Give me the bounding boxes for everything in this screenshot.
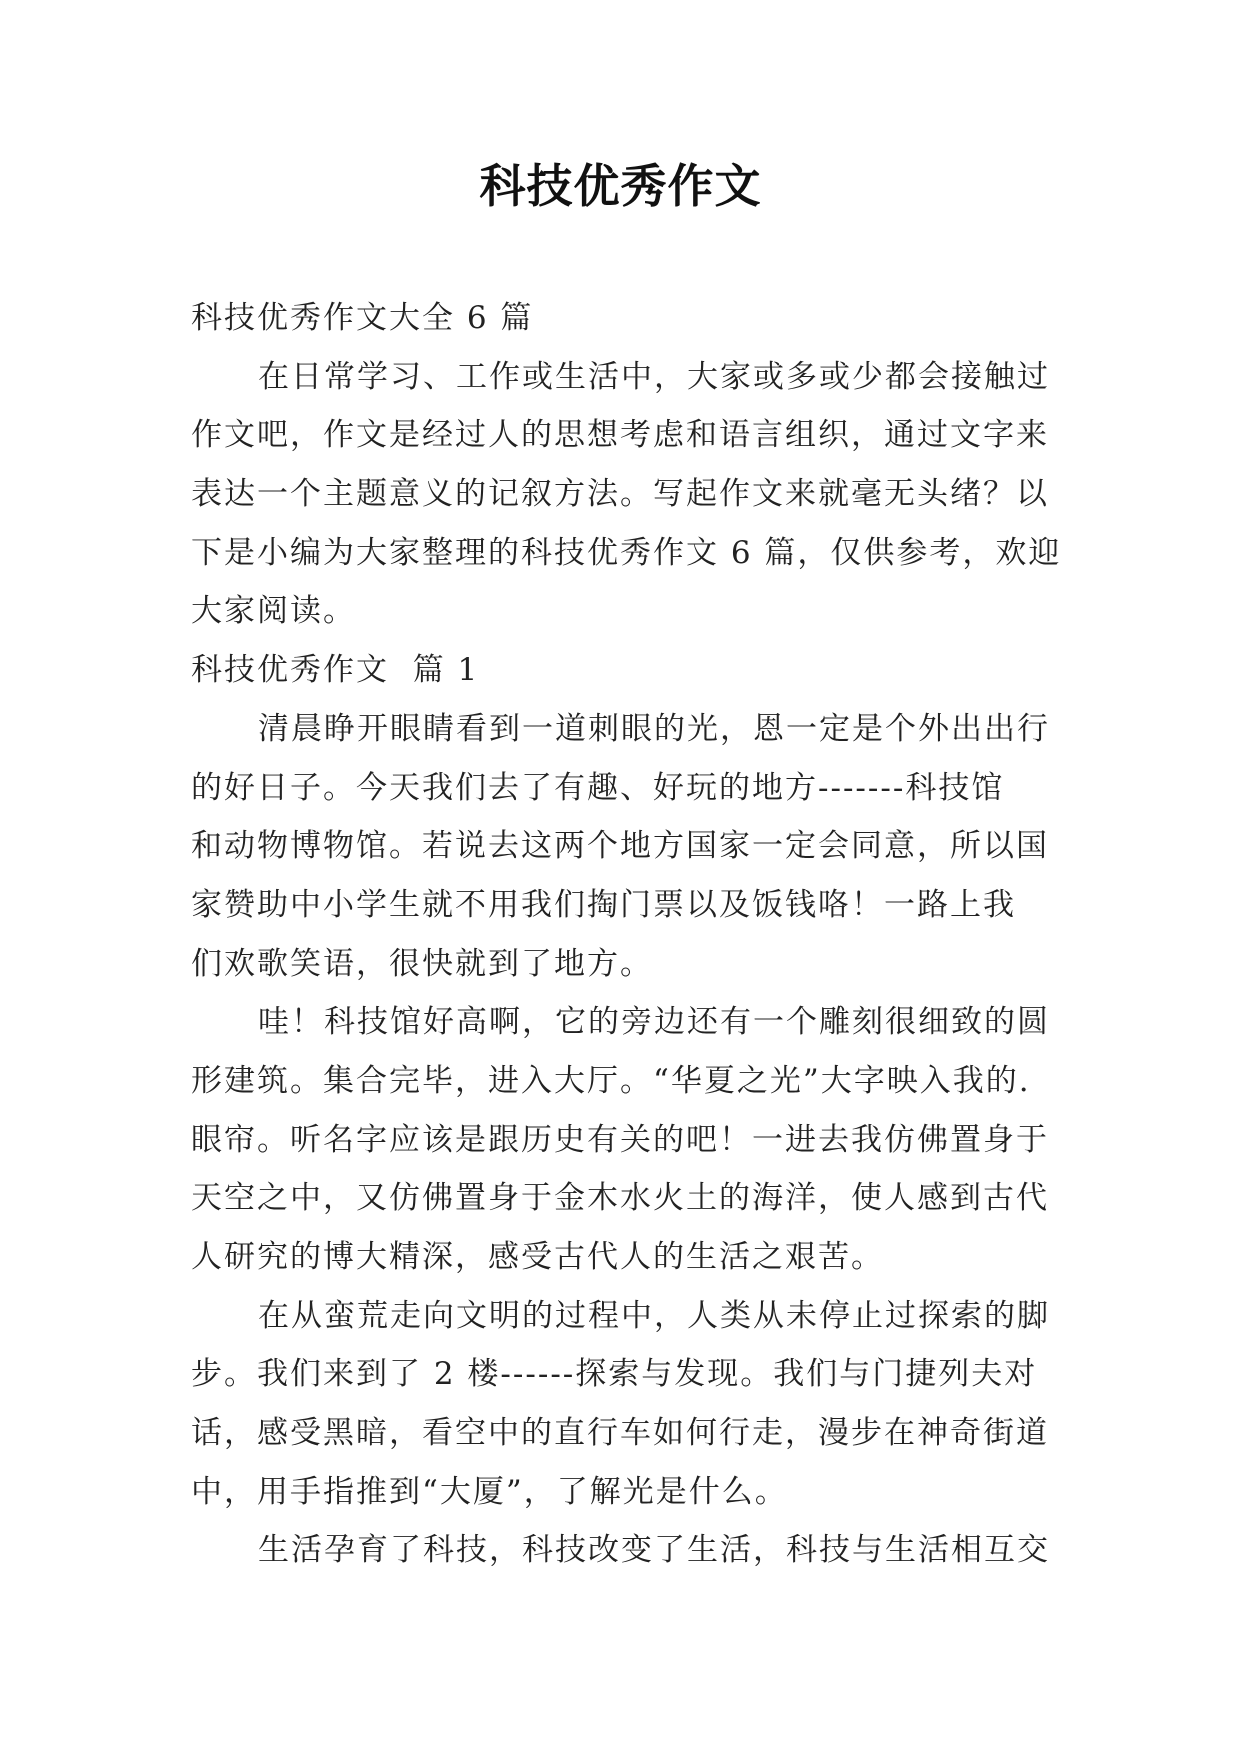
document-body — [191, 289, 1061, 1580]
text-line: 哇！科技馆好高啊，它的旁边还有一个雕刻很细致的圆 — [258, 1004, 1050, 1041]
text-line: 在日常学习、工作或生活中，大家或多或少都会接触过 — [258, 358, 1050, 395]
paragraph — [191, 348, 1061, 641]
text-line: 作文吧，作文是经过人的思想考虑和语言组织，通过文字来 — [191, 417, 1049, 454]
text-line: 和动物博物馆。若说去这两个地方国家一定会同意，所以国 — [191, 828, 1049, 865]
paragraph — [191, 700, 1061, 993]
page-title: 科技优秀作文 — [479, 159, 762, 213]
text-line: 在从蛮荒走向文明的过程中，人类从未停止过探索的脚 — [258, 1297, 1050, 1334]
text-line: 大家阅读。 — [191, 593, 356, 630]
text-line: 生活孕育了科技，科技改变了生活，科技与生活相互交 — [258, 1532, 1050, 1569]
text-line: 科技优秀作文大全 6 篇 — [191, 300, 534, 336]
text-line: 眼帘。听名字应该是跟历史有关的吧！一进去我仿佛置身于 — [191, 1121, 1049, 1158]
paragraph — [191, 993, 1061, 1286]
text-line: 形建筑。集合完毕，进入大厅。“华夏之光”大字映入我的. — [191, 1062, 1031, 1099]
text-line: 话，感受黑暗，看空中的直行车如何行走，漫步在神奇街道 — [191, 1415, 1049, 1452]
text-line: 家赞助中小学生就不用我们掏门票以及饭钱咯！一路上我 — [191, 886, 1016, 923]
text-line: 步。我们来到了 2 楼------探索与发现。我们与门捷列夫对 — [191, 1356, 1038, 1393]
text-line: 清晨睁开眼睛看到一道刺眼的光，恩一定是个外出出行 — [258, 710, 1050, 747]
text-line: 中，用手指推到“大厦”，了解光是什么。 — [191, 1473, 788, 1510]
text-line: 的好日子。今天我们去了有趣、好玩的地方-------科技馆 — [191, 769, 1005, 806]
paragraph — [191, 1521, 1061, 1580]
section-heading — [191, 641, 1061, 700]
paragraph — [191, 1287, 1061, 1522]
text-line: 们欢歌笑语，很快就到了地方。 — [191, 945, 653, 982]
section-heading — [191, 289, 1061, 348]
text-line: 科技优秀作文 篇 1 — [191, 652, 480, 689]
text-line: 天空之中，又仿佛置身于金木水火土的海洋，使人感到古代 — [191, 1180, 1049, 1217]
text-line: 人研究的博大精深，感受古代人的生活之艰苦。 — [191, 1239, 884, 1275]
text-line: 下是小编为大家整理的科技优秀作文 6 篇，仅供参考，欢迎 — [191, 534, 1062, 571]
text-line: 表达一个主题意义的记叙方法。写起作文来就毫无头绪？以 — [191, 476, 1049, 513]
